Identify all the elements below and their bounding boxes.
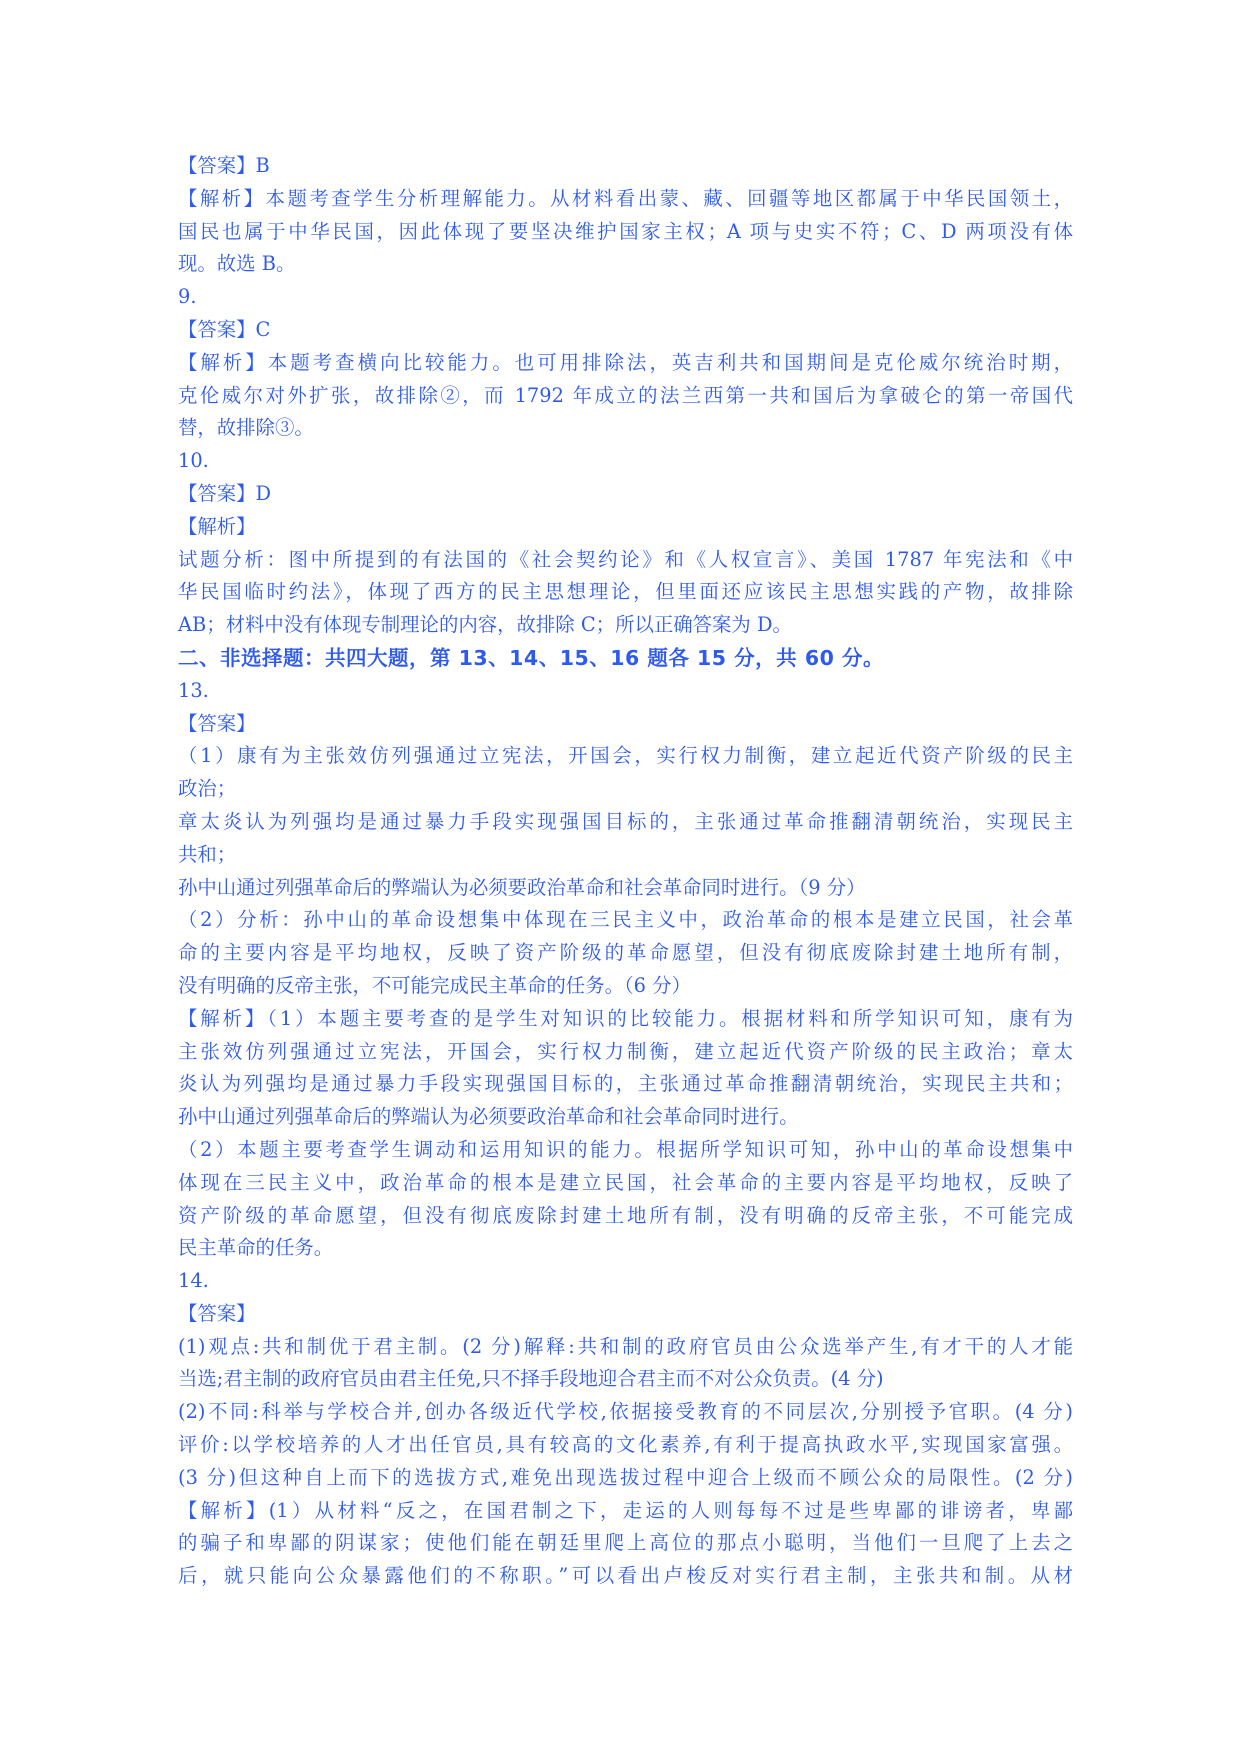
analysis-line: 【解析】本题考查横向比较能力。也可用排除法，英吉利共和国期间是克伦威尔统治时期， <box>178 350 1073 374</box>
analysis-line: 后，就只能向公众暴露他们的不称职。”可以看出卢梭反对实行君主制，主张共和制。从材 <box>178 1564 1073 1588</box>
analysis-line: 克伦威尔对外扩张，故排除②，而 1792 年成立的法兰西第一共和国后为拿破仑的第一帝国代 <box>178 383 1073 407</box>
answer-line: 命的主要内容是平均地权，反映了资产阶级的革命愿望，但没有彻底废除封建土地所有制， <box>178 941 1073 965</box>
answer-line: (3 分)但这种自上而下的选拔方式,难免出现选拔过程中迎合上级而不顾公众的局限性。(2 分) <box>178 1465 1073 1489</box>
section-heading: 二、非选择题：共四大题，第 13、14、15、16 题各 15 分，共 60 分。 <box>178 645 884 670</box>
answer-label-14: 【答案】 <box>178 1301 256 1325</box>
answer-line: 当选;君主制的政府官员由君主任免,只不择手段地迎合君主而不对公众负责。(4 分) <box>178 1367 884 1391</box>
analysis-line: 华民国临时约法》，体现了西方的民主思想理论，但里面还应该民主思想实践的产物，故排除 <box>178 580 1073 604</box>
question-number-9: 9. <box>178 285 197 309</box>
answer-line: 章太炎认为列强均是通过暴力手段实现强国目标的，主张通过革命推翻清朝统治，实现民主 <box>178 809 1073 833</box>
answer-line: (1)观点:共和制优于君主制。(2 分)解释:共和制的政府官员由公众选举产生,有才干的人才能 <box>178 1334 1073 1358</box>
answer-line: （1）康有为主张效仿列强通过立宪法，开国会，实行权力制衡，建立起近代资产阶级的民主 <box>178 744 1073 768</box>
answer-line: （2）分析：孙中山的革命设想集中体现在三民主义中，政治革命的根本是建立民国，社会革 <box>178 908 1073 932</box>
question-number-10: 10. <box>178 449 209 473</box>
analysis-line: 炎认为列强均是通过暴力手段实现强国目标的，主张通过革命推翻清朝统治，实现民主共和； <box>178 1072 1073 1096</box>
analysis-line: AB；材料中没有体现专制理论的内容，故排除 C；所以正确答案为 D。 <box>178 613 792 637</box>
question-number-13: 13. <box>178 678 209 702</box>
answer-line: 共和； <box>178 842 237 866</box>
answer-label-8: 【答案】B <box>178 154 270 177</box>
analysis-line: 体现在三民主义中，政治革命的根本是建立民国，社会革命的主要内容是平均地权，反映了 <box>178 1170 1073 1194</box>
analysis-line: 孙中山通过列强革命后的弊端认为必须要政治革命和社会革命同时进行。 <box>178 1105 799 1129</box>
analysis-line: 的骗子和卑鄙的阴谋家；使他们能在朝廷里爬上高位的那点小聪明，当他们一旦爬了上去之 <box>178 1531 1073 1555</box>
question-number-14: 14. <box>178 1269 209 1293</box>
answer-label-13: 【答案】 <box>178 711 256 735</box>
analysis-line: 主张效仿列强通过立宪法，开国会，实行权力制衡，建立起近代资产阶级的民主政治；章太 <box>178 1039 1073 1063</box>
answer-line: 评价:以学校培养的人才出任官员,具有较高的文化素养,有利于提高执政水平,实现国家富强。 <box>178 1433 1073 1457</box>
analysis-label-10: 【解析】 <box>178 514 256 538</box>
analysis-line: （2）本题主要考查学生调动和运用知识的能力。根据所学知识可知，孙中山的革命设想集中 <box>178 1137 1073 1161</box>
answer-line: (2)不同:科举与学校合并,创办各级近代学校,依据接受教育的不同层次,分别授予官职。(4 分) <box>178 1400 1073 1424</box>
analysis-line: 替，故排除③。 <box>178 416 314 440</box>
analysis-line: 民主革命的任务。 <box>178 1236 334 1260</box>
answer-line: 孙中山通过列强革命后的弊端认为必须要政治革命和社会革命同时进行。（9 分） <box>178 875 866 899</box>
analysis-line: 现。故选 B。 <box>178 252 296 276</box>
document-page <box>178 150 1073 1593</box>
answer-label-10: 【答案】D <box>178 481 272 505</box>
answer-label-9: 【答案】C <box>178 317 271 341</box>
analysis-line: 资产阶级的革命愿望，但没有彻底废除封建土地所有制，没有明确的反帝主张，不可能完成 <box>178 1203 1073 1227</box>
answer-line: 没有明确的反帝主张，不可能完成民主革命的任务。（6 分） <box>178 973 691 997</box>
analysis-line: 试题分析：图中所提到的有法国的《社会契约论》和《人权宣言》、美国 1787 年宪法和《中 <box>178 547 1073 571</box>
analysis-line: 【解析】(1）从材料“反之，在国君制之下，走运的人则每每不过是些卑鄙的诽谤者，卑鄙 <box>178 1498 1073 1522</box>
answer-line: 政治； <box>178 777 237 801</box>
analysis-line: 【解析】本题考查学生分析理解能力。从材料看出蒙、藏、回疆等地区都属于中华民国领土， <box>178 186 1073 210</box>
analysis-line: 【解析】（1）本题主要考查的是学生对知识的比较能力。根据材料和所学知识可知，康有为 <box>178 1006 1073 1030</box>
analysis-line: 国民也属于中华民国，因此体现了要坚决维护国家主权；A 项与史实不符；C、D 两项没有体 <box>178 219 1073 243</box>
